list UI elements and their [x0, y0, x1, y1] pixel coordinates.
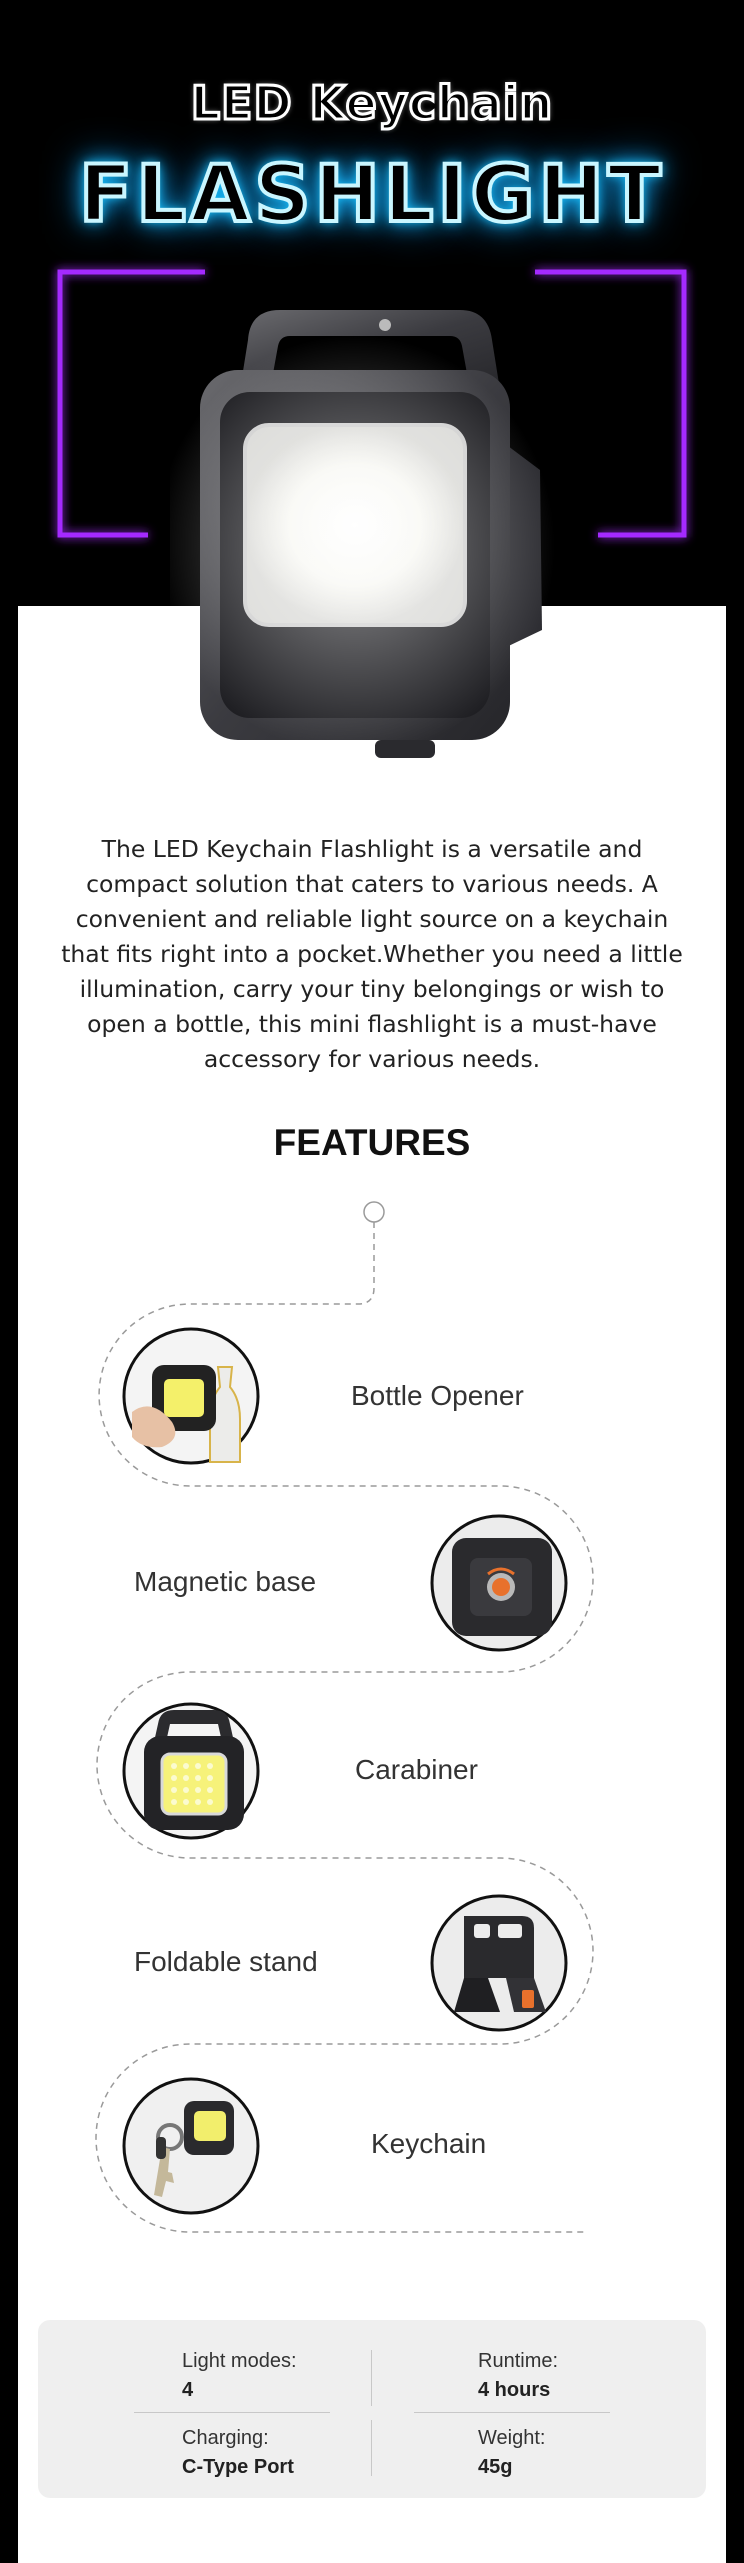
- feature-label-keychain: Keychain: [371, 2128, 487, 2159]
- spec-divider-left: [134, 2412, 330, 2413]
- feature-label-bottle-opener: Bottle Opener: [351, 1380, 524, 1411]
- spec-weight-label: Weight:: [478, 2427, 546, 2449]
- features-heading: FEATURES: [273, 1122, 471, 1163]
- spec-weight: [478, 2427, 545, 2479]
- spec-runtime: [478, 2350, 558, 2402]
- spec-divider-vertical-bottom: [371, 2420, 372, 2476]
- magnetic-base-photo: [430, 1514, 568, 1652]
- product-description: The LED Keychain Flashlight is a versatile and compact solution that caters to various needs. A convenient and reliable light source on a keychain that fits right into a pocket.Whether you need a little illumination, carry your tiny belongings or wish to open a bottle, this mini flashlight is a must-have accessory for various needs.: [61, 835, 683, 1073]
- hero-subtitle: LED Keychain: [190, 76, 554, 130]
- spec-light-modes: [182, 2350, 297, 2402]
- spec-charging-label: Charging:: [182, 2427, 269, 2449]
- spec-runtime-label: Runtime:: [478, 2350, 559, 2372]
- spec-divider-vertical-top: [371, 2350, 372, 2406]
- feature-label-foldable-stand: Foldable stand: [134, 1946, 318, 1977]
- feature-label-magnetic-base: Magnetic base: [134, 1566, 317, 1597]
- spec-light-modes-value: 4: [182, 2379, 194, 2401]
- spec-light-modes-label: Light modes:: [182, 2350, 297, 2372]
- spec-divider-right: [414, 2412, 610, 2413]
- spec-charging-value: C-Type Port: [182, 2456, 294, 2478]
- keychain-photo: [122, 2077, 260, 2215]
- bottle-opener-photo: [122, 1327, 260, 1465]
- spec-runtime-value: 4 hours: [478, 2379, 551, 2401]
- spec-weight-value: 45g: [478, 2456, 513, 2478]
- hero-title: FLASHLIGHT: [78, 150, 666, 240]
- foldable-stand-photo: [430, 1894, 568, 2032]
- specs-panel: [38, 2320, 706, 2498]
- carabiner-photo: [122, 1702, 260, 1840]
- feature-label-carabiner: Carabiner: [355, 1754, 478, 1785]
- spec-charging: [182, 2427, 294, 2479]
